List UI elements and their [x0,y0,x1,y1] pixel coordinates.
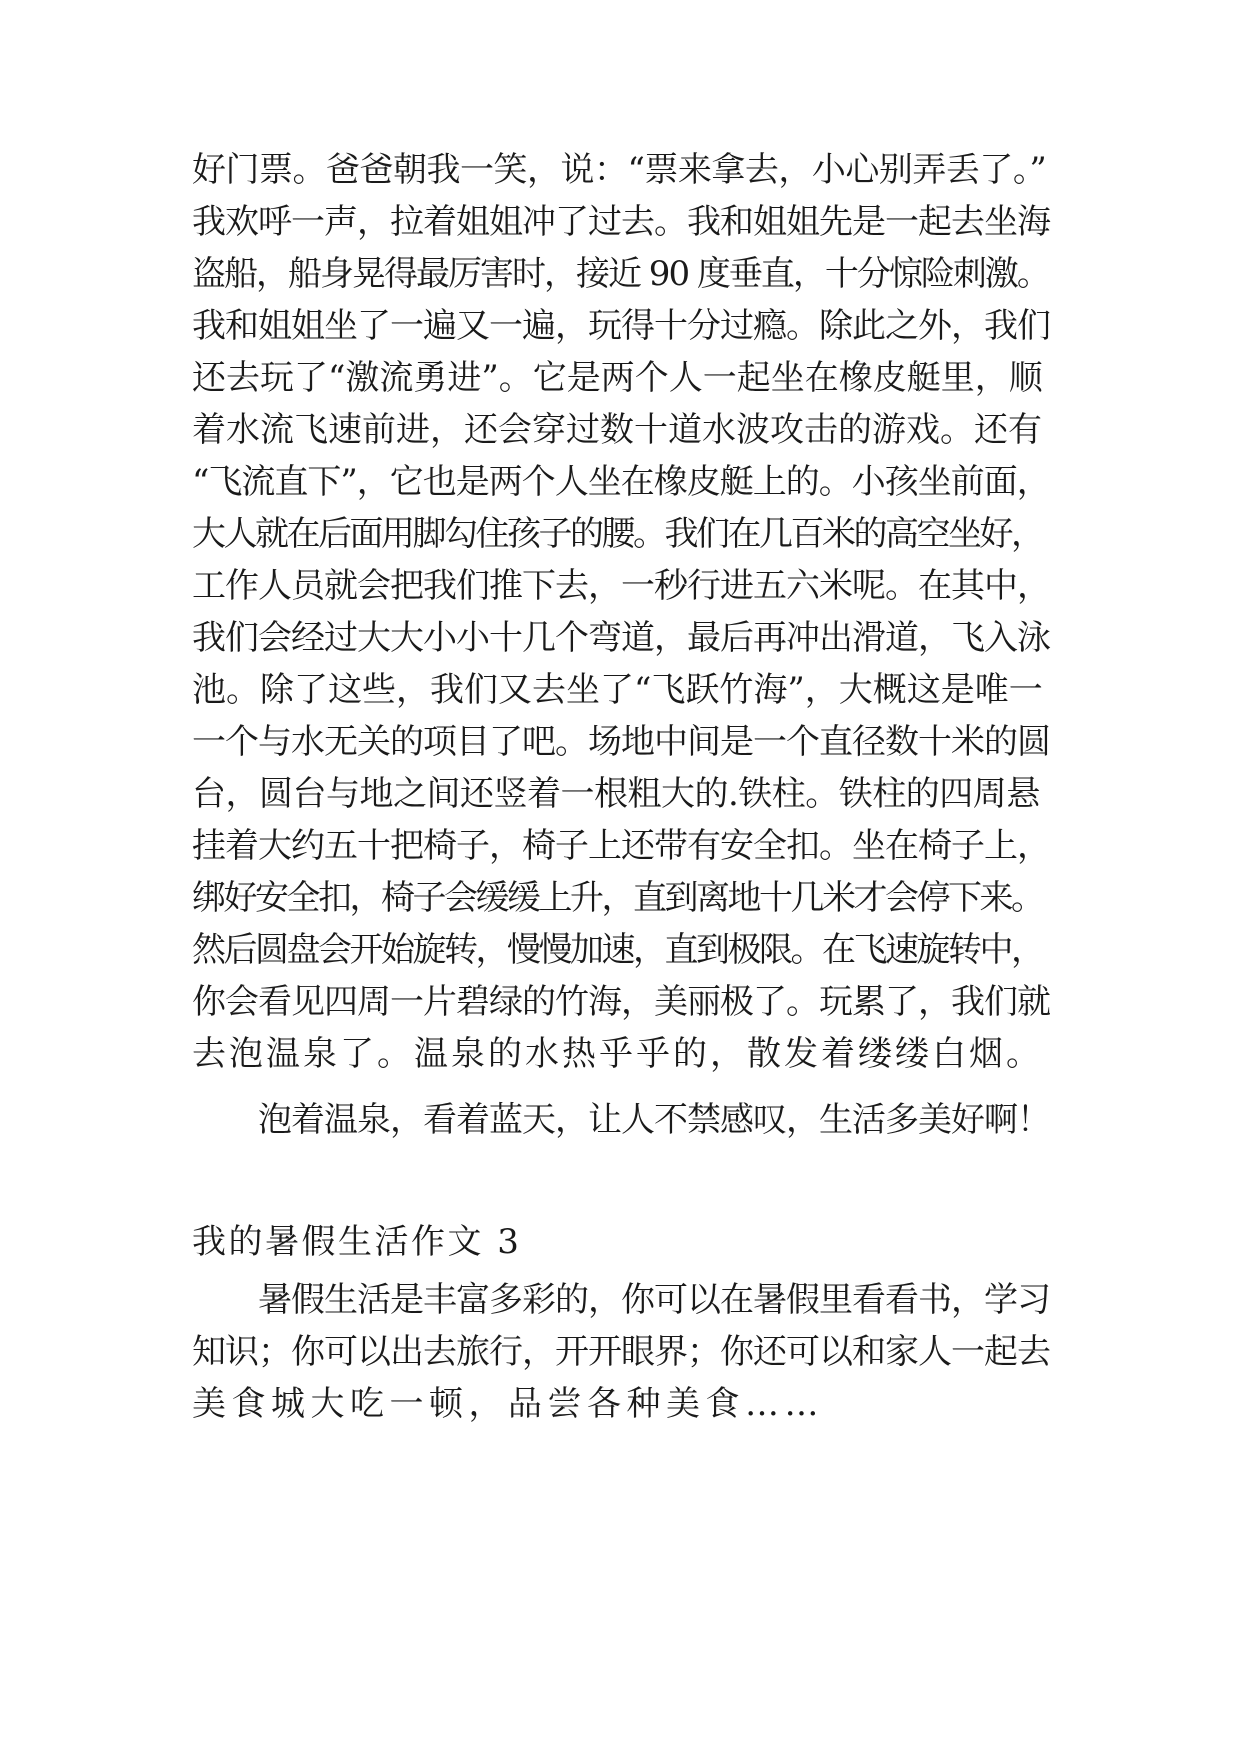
paragraph-1-line-12: 一个与水无关的项目了吧。场地中间是一个直径数十米的圆 [192,722,1050,762]
paragraph-1-line-6: 着水流飞速前进，还会穿过数十道水波攻击的游戏。还有 [192,410,1042,450]
paragraph-1-line-4: 我和姐姐坐了一遍又一遍，玩得十分过瘾。除此之外，我们 [192,306,1050,346]
paragraph-1-line-11: 池。除了这些，我们又去坐了“飞跃竹海”，大概这是唯一 [192,670,1043,710]
paragraph-1-line-9: 工作人员就会把我们推下去，一秒行进五六米呢。在其中， [192,566,1050,606]
paragraph-3-line-2: 知识；你可以出去旅行，开开眼界；你还可以和家人一起去 [192,1332,1050,1372]
paragraph-1-line-1: 好门票。爸爸朝我一笑，说：“票来拿去，小心别弄丢了。” [192,150,1047,190]
paragraph-1-line-13: 台，圆台与地之间还竖着一根粗大的.铁柱。铁柱的四周悬 [192,774,1040,814]
paragraph-1-line-3: 盗船，船身晃得最厉害时，接近 90 度垂直，十分惊险刺激。 [192,254,1049,294]
paragraph-1-line-18: 去泡温泉了。温泉的水热乎乎的，散发着缕缕白烟。 [192,1034,1043,1074]
paragraph-3-line-1: 暑假生活是丰富多彩的，你可以在暑假里看看书，学习 [258,1280,1050,1320]
paragraph-1-line-16: 然后圆盘会开始旋转，慢慢加速，直到极限。在飞速旋转中， [192,930,1043,970]
paragraph-3-line-3: 美食城大吃一顿，品尝各种美食…… [192,1384,824,1424]
paragraph-1-line-2: 我欢呼一声，拉着姐姐冲了过去。我和姐姐先是一起去坐海 [192,202,1050,242]
paragraph-1-line-17: 你会看见四周一片碧绿的竹海，美丽极了。玩累了，我们就 [192,982,1050,1022]
paragraph-1-line-10: 我们会经过大大小小十几个弯道，最后再冲出滑道，飞入泳 [192,618,1050,658]
paragraph-1-line-14: 挂着大约五十把椅子，椅子上还带有安全扣。坐在椅子上， [192,826,1050,866]
paragraph-1-line-5: 还去玩了“激流勇进”。它是两个人一起坐在橡皮艇里，顺 [192,358,1043,398]
paragraph-1-line-7: “飞流直下”，它也是两个人坐在橡皮艇上的。小孩坐前面， [192,462,1050,502]
section-heading: 我的暑假生活作文 3 [192,1222,522,1262]
paragraph-2: 泡着温泉，看着蓝天，让人不禁感叹，生活多美好啊！ [258,1100,1050,1140]
paragraph-1-line-8: 大人就在后面用脚勾住孩子的腰。我们在几百米的高空坐好， [192,514,1043,554]
paragraph-1-line-15: 绑好安全扣，椅子会缓缓上升，直到离地十几米才会停下来。 [192,878,1043,918]
